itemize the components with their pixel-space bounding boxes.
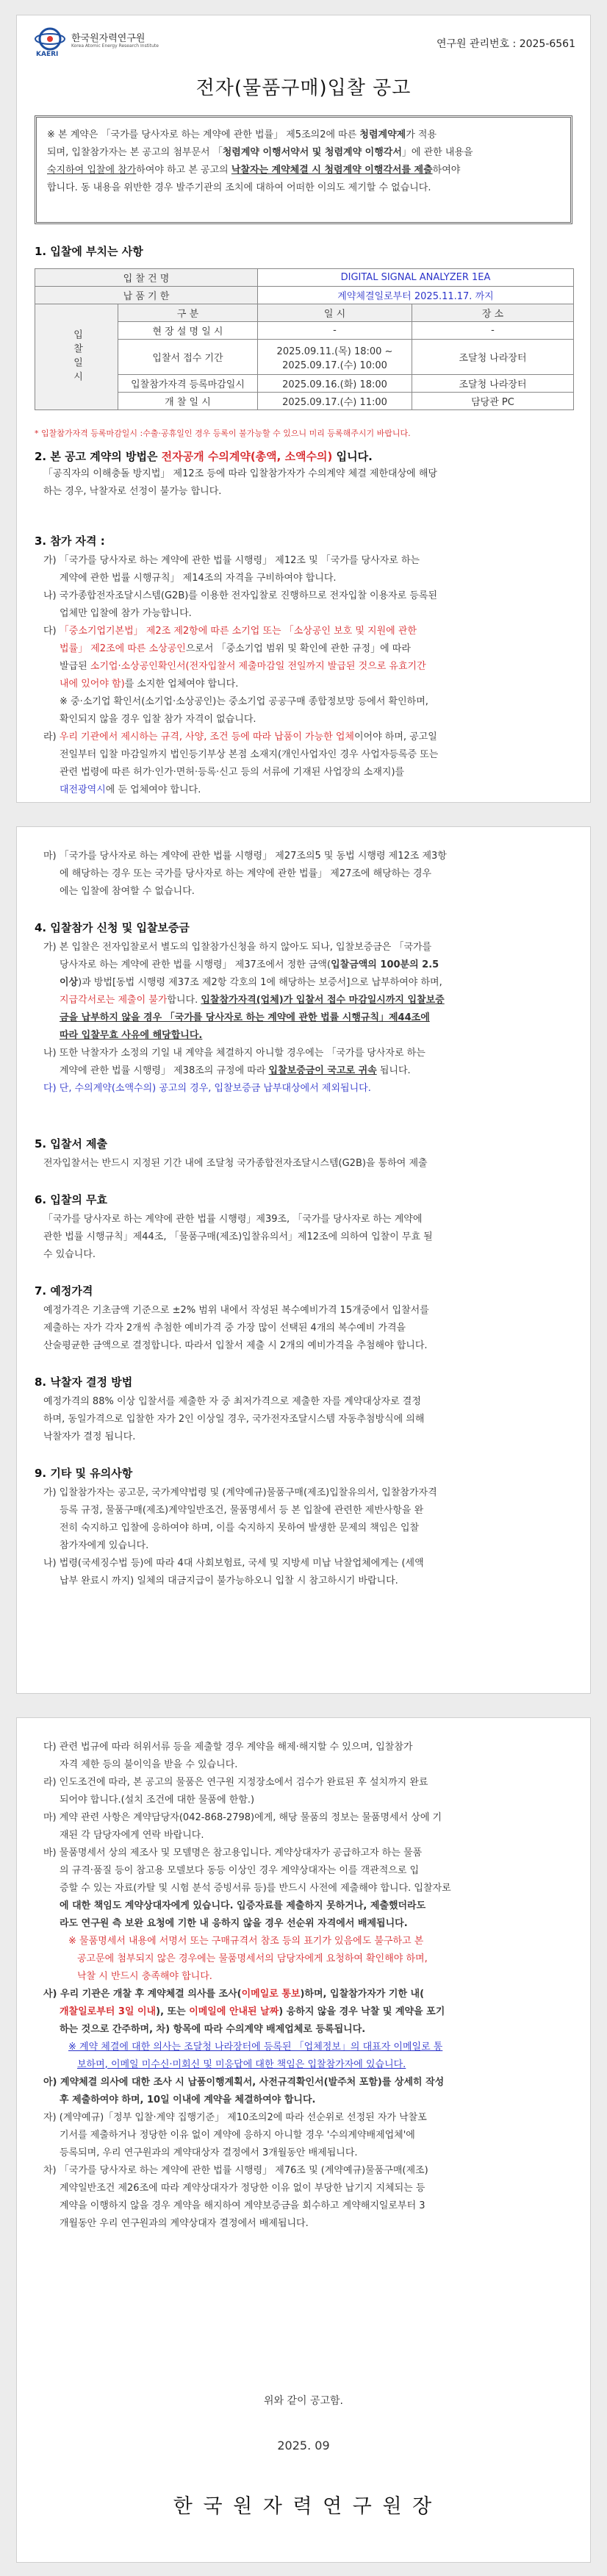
section-7-heading: 7. 예정가격 <box>35 1284 93 1298</box>
page-2 <box>16 826 591 1694</box>
org-name-ko: 한국원자력연구원 <box>71 33 146 44</box>
section-3-ma: 마) 「국가를 당사자로 하는 계약에 관한 법률 시행령」 제27조의5 및 동법 시행령 제12조 제3항 에 해당하는 경우 또는 국가를 당사자로 하는 계약에 관한 법률」 제27조에 해당하는 경우 에는 입찰에 참여할 수 없습니다. <box>43 851 447 897</box>
section-4-body: 가) 본 입찰은 전자입찰로서 별도의 입찰참가신청을 하지 않아도 되나, 입찰보증금은 「국가를 당사자로 하는 계약에 관한 법률 시행령」 제37조에서 정한 금액(입찰금액의 100분의 2.5 이상)과 방법[동법 시행령 제37조 제2항 각호의 1에 해당하는 보증서]으로 납부하여야 하며, 지급각서로는 제출이 불가합니다. 입찰참가자격(업체)가 입찰서 접수 마감일시까지 입찰보증 금을 납부하지 않을 경우 「국가를 당사자로 하는 계약에 관한 법률 시행규칙」제44조에 따라 입찰무효 사유에 해당합니다. 나) 또한 낙찰자가 소정의 기일 내 계약을 체결하지 아니할 경우에는 「국가를 당사자로 하는 계약에 관한 법률 시행령」 제38조의 규정에 따라 입찰보증금이 국고로 귀속 됩니다. 다) 단, 수의계약(소액수의) 공고의 경우, 입찰보증금 납부대상에서 제외됩니다. <box>43 942 445 1094</box>
section-9-continued: 다) 관련 법규에 따라 허위서류 등을 제출할 경우 계약을 해제·해지할 수 있으며, 입찰참가 자격 제한 등의 불이익을 받을 수 있습니다. 라) 인도조건에 따라, 본 공고의 물품은 연구원 지정장소에서 검수가 완료된 후 설치까지 완료 되어야 합니다.(설치 조건에 대한 물품에 한함.) 마) 계약 관련 사항은 계약담당자(042-868-2798)에게, 해당 물품의 정보는 물품명세서 상에 기 재된 각 담당자에게 연락 바랍니다. 바) 물품명세서 상의 제조사 및 모델명은 참고용입니다. 계약상대자가 공급하고자 하는 물품 의 규격·품질 등이 참고용 모델보다 동등 이상인 경우 계약상대자는 이를 객관적으로 입 증할 수 있는 자료(카탈 및 시험 분석 증빙서류 등)를 반드시 사전에 제출해야 합니다. 입찰자로 에 대한 책임도 계약상대자에게 있습니다. 입증자료를 제출하지 못하거나, 제출했더라도 라도 연구원 측 보완 요청에 기한 내 응하지 않을 경우 선순위 자격에서 배제됩니다. ※ 물품명세서 내용에 서명서 또는 구매규격서 참조 등의 표기가 있음에도 불구하고 본 공고문에 첨부되지 않은 경우에는 물품명세서의 담당자에게 요청하여 확인해야 하며, 낙찰 시 반드시 충족해야 합니다. 사) 우리 기관은 개찰 후 계약체결 의사를 조사(이메일로 통보)하며, 입찰참가자가 기한 내( 개찰일로부터 3일 이내), 또는 이메일에 안내된 날짜) 응하지 않을 경우 낙찰 및 계약을 포기 하는 것으로 간주하며, 차) 항목에 따라 수의계약 배제업체로 등록됩니다. ※ 계약 체결에 대한 의사는 조달청 나라장터에 등록된 「업체정보」의 대표자 이메일로 통 보하며, 이메일 미수신·미회신 및 미응답에 대한 책임은 입찰참가자에 있습니다. 아) 계약체결 의사에 대한 조사 시 납품이행계획서, 사전규격확인서(발주처 포함)를 상세히 작성 후 제출하여야 하며, 10일 이내에 계약을 체결하여야 합니다. 자) (계약예규)「정부 입찰·계약 집행기준」 제10조의2에 따라 선순위로 선정된 자가 낙찰포 기서를 제출하거나 정당한 이유 없이 계약에 응하지 아니할 경우 '수의계약배제업체'에 등록되며, 우리 연구원과의 계약대상자 결정에서 3개월동안 배제됩니다. 차) 「국가를 당사자로 하는 계약에 관한 법률 시행령」 제76조 및 (계약예규)물품구매(제조) 계약일반조건 제26조에 따라 계약상대자가 정당한 이유 없이 부당한 납기지 지체되는 등 계약을 이행하지 않을 경우 계약을 해지하여 계약보증금을 회수하고 계약해지일로부터 3 개월동안 우리 연구원과의 계약상대자 결정에서 배제됩니다. <box>43 1742 451 2229</box>
header <box>32 26 575 64</box>
closing-statement: 위와 같이 공고함. <box>263 2395 344 2407</box>
kaeri-logo <box>32 26 159 61</box>
integrity-notice-box: ※ 본 계약은 「국가를 당사자로 하는 계약에 관한 법률」 제5조의2에 따른 청렴계약제가 적용 되며, 입찰참가자는 본 공고의 첨부문서 「청렴계약 이행서약서 및 청렴계약 이행각서」에 관한 내용을 숙지하여 입찰에 참가하여야 하고 본 공고의 낙찰자는 계약체결 시 청렴계약 이행각서를 제출하여야 합니다. 동 내용을 위반한 경우 발주기관의 조치에 대하여 어떠한 이의도 제기할 수 없습니다. <box>35 115 572 224</box>
registration-note: * 입찰참가자격 등록마감일시 :수출·공휴일인 경우 등록이 불가능할 수 있으니 미리 등록해주시기 바랍니다. <box>35 429 411 438</box>
section-6-body: 「국가를 당사자로 하는 계약에 관한 법률 시행령」제39조, 「국가를 당사자로 하는 계약에 관한 법률 시행규칙」제44조, 「물품구매(제조)입찰유의서」제12조에 의하여 입찰이 무효 될 수 있습니다. <box>43 1214 433 1260</box>
section-5-body: 전자입찰서는 반드시 지정된 기간 내에 조달청 국가종합전자조달시스템(G2B)을 통하여 제출 <box>43 1158 428 1169</box>
page-1 <box>16 15 591 803</box>
management-number: 연구원 관리번호 : 2025-6561 <box>436 38 575 50</box>
section-3-body: 가) 「국가를 당사자로 하는 계약에 관한 법률 시행령」 제12조 및 「국가를 당사자로 하는 계약에 관한 법률 시행규칙」 제14조의 자격을 구비하여야 합니다. 나) 국가종합전자조달시스템(G2B)를 이용한 전자입찰로 진행하므로 전자입찰 이용자로 등록된 업체만 입찰에 참가 가능합니다. 다) 「중소기업기본법」 제2조 제2항에 따른 소기업 또는 「소상공인 보호 및 지원에 관한 법률」 제2조에 따른 소상공인으로서 「중소기업 범위 및 확인에 관한 규정」에 따라 발급된 소기업·소상공인확인서(전자입찰서 제출마감일 전일까지 발급된 것으로 유효기간 내에 있어야 함)를 소지한 업체여야 합니다. ※ 중·소기업 확인서(소기업·소상공인)는 중소기업 공공구매 종합정보망 등에서 확인하며, 확인되지 않을 경우 입찰 참가 자격이 없습니다. 라) 우리 기관에서 제시하는 규격, 사양, 조건 등에 따라 납품이 가능한 업체이어야 하며, 공고일 전일부터 입찰 마감일까지 법인등기부상 본점 소재지(개인사업자인 경우 사업자등록증 또는 관련 법령에 따른 허가·인가·면허·등록·신고 등의 서류에 기재된 사업장의 소재지)를 대전광역시에 둔 업체여야 합니다. <box>43 555 439 795</box>
org-name-en: Korea Atomic Energy Research Institute <box>71 43 159 49</box>
section-8-heading: 8. 낙찰자 결정 방법 <box>35 1375 133 1389</box>
issue-date: 2025. 09 <box>277 2439 330 2452</box>
section-9-body: 가) 입찰참가자는 공고문, 국가계약법령 및 (계약예규)물품구매(제조)입찰유의서, 입찰참가자격 등록 규정, 물품구매(제조)계약일반조건, 물품명세서 등 본 입찰에 관련한 제반사항을 완 전히 숙지하고 입찰에 응하여야 하며, 이를 숙지하지 못하여 발생한 문제의 책임은 입찰 참가자에게 있습니다. 나) 법령(국세징수법 등)에 따라 4대 사회보험료, 국세 및 지방세 미납 낙찰업체에게는 (세액 납부 완료시 까지) 일체의 대금지급이 불가능하오니 입찰 시 참고하시기 바랍니다. <box>43 1487 437 1586</box>
section-6-heading: 6. 입찰의 무효 <box>35 1193 108 1206</box>
signature-line: 한 국 원 자 력 연 구 원 장 <box>173 2495 434 2518</box>
section-9-heading: 9. 기타 및 유의사항 <box>35 1467 133 1480</box>
section-3-heading: 3. 참가 자격 : <box>35 534 105 548</box>
section-1-heading: 1. 입찰에 부치는 사항 <box>35 245 143 258</box>
section-4-heading: 4. 입찰참가 신청 및 입찰보증금 <box>35 921 190 934</box>
section-5-heading: 5. 입찰서 제출 <box>35 1137 108 1151</box>
page-title: 전자(물품구매)입찰 공고 <box>195 77 412 99</box>
section-2: 2. 본 공고 계약의 방법은 전자공개 수의계약(총액, 소액수의) 입니다. 「공직자의 이해충돌 방지법」 제12조 등에 따라 입찰참가자가 수의계약 체결 제한대상에 해당 하는 경우, 낙찰자로 선정이 불가능 합니다. <box>35 450 437 497</box>
section-7-body: 예정가격은 기초금액 기준으로 ±2% 범위 내에서 작성된 복수예비가격 15개중에서 입찰서를 제출하는 자가 각자 2개씩 추첨한 예비가격 중 가장 많이 선택된 4개의 복수예비 가격을 산술평균한 금액으로 결정합니다. 따라서 입찰서 제출 시 2개의 예비가격을 추첨해야 합니다. <box>43 1305 429 1351</box>
bid-schedule-side-label: 입찰일시 <box>35 304 118 410</box>
page-3 <box>16 1717 591 2563</box>
logo-text: KAERI <box>36 51 59 58</box>
section-8-body: 예정가격의 88% 이상 입찰서를 제출한 자 중 최저가격으로 제출한 자를 계약대상자로 결정 하며, 동일가격으로 입찰한 자가 2인 이상일 경우, 국가전자조달시스템 자동추첨방식에 의해 낙찰자가 결정 됩니다. <box>43 1396 425 1442</box>
bid-info-table: 입 찰 건 명 DIGITAL SIGNAL ANALYZER 1EA 납 품 기 한 계약체결일로부터 2025.11.17. 까지 입찰일시 구 분 일 시 장 소 현 장 설 명 일 시 - - 입찰서 접수 기간 2025.09.11.(목) 18:00 ~ 2025.09.17.(수) 10:00 조달청 나라장터 입찰참가자격 등록마감일시 2025.09.16.(화) 18:00 조달청 나라장터 개 찰 일 시 2025.09.17.(수) 11:00 담당관 PC <box>35 268 574 410</box>
